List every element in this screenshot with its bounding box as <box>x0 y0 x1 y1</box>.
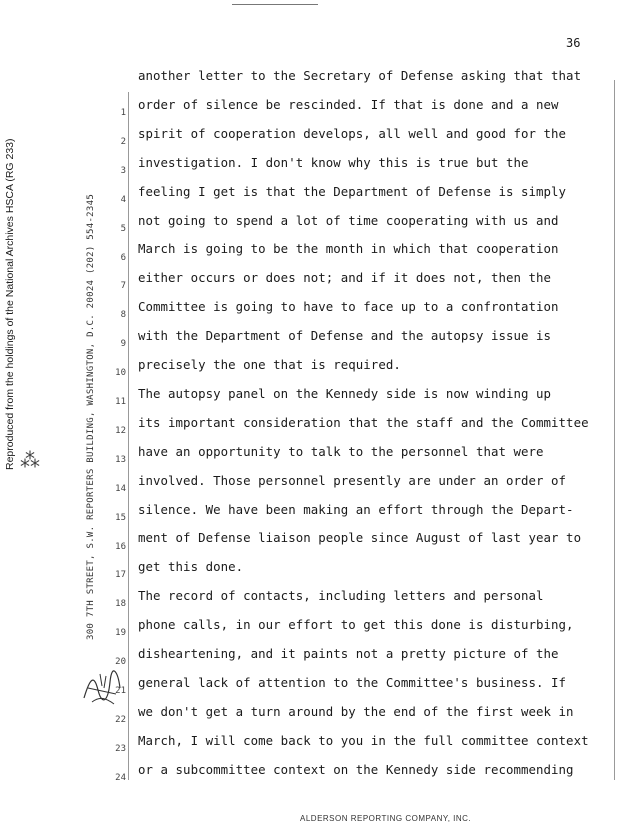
transcript-line: investigation. I don't know why this is true but the <box>138 154 529 170</box>
transcript-line: either occurs or does not; and if it does not, then the <box>138 270 552 286</box>
transcript-line: disheartening, and it paints not a pretty picture of the <box>138 646 559 661</box>
transcript-line: with the Department of Defense and the autopsy issue is <box>138 328 552 344</box>
right-margin-rule <box>614 80 615 780</box>
line-number: 20 <box>115 657 126 668</box>
transcript-line: get this done. <box>138 559 244 575</box>
line-number: 6 <box>120 252 126 263</box>
transcript-line: its important consideration that the staff and the Committee <box>138 414 589 430</box>
line-number: 13 <box>115 454 126 465</box>
transcript-line: phone calls, in our effort to get this done is disturbing, <box>138 617 574 633</box>
transcript-line: precisely the one that is required. <box>138 357 401 372</box>
transcript-line: another letter to the Secretary of Defense asking that that <box>138 68 582 83</box>
line-number: 1 <box>120 108 126 118</box>
line-number: 2 <box>120 136 126 147</box>
line-number: 10 <box>115 368 126 379</box>
reporting-company-footer: ALDERSON REPORTING COMPANY, INC. <box>300 814 472 823</box>
transcript-line: The autopsy panel on the Kennedy side is now winding up <box>138 385 552 401</box>
transcript-line: general lack of attention to the Committee's business. If <box>138 674 567 690</box>
line-number: 24 <box>115 772 126 783</box>
line-number: 14 <box>115 483 126 494</box>
address-strip: 300 7TH STREET, S.W. REPORTERS BUILDING, WASHINGTON, D.C. 20024 (202) 554-2345 <box>86 193 96 640</box>
transcript-line: Committee is going to have to face up to a confrontation <box>138 299 559 315</box>
transcript-line: ment of Defense liaison people since August of last year to <box>138 530 582 546</box>
transcript-line: The record of contacts, including letters and personal <box>138 588 544 604</box>
transcript-line: not going to spend a lot of time cooperating with us and <box>138 212 559 228</box>
archives-stamp-icon: ⁂ <box>20 448 40 472</box>
top-rule <box>232 4 318 5</box>
transcript-line: March, I will come back to you in the full committee context <box>138 732 589 748</box>
line-number: 21 <box>115 686 126 696</box>
line-number: 9 <box>120 339 126 350</box>
page-number: 36 <box>566 36 581 50</box>
line-number: 17 <box>115 570 126 581</box>
line-number: 5 <box>120 223 126 234</box>
line-number: 11 <box>115 397 126 407</box>
line-number: 16 <box>115 541 126 552</box>
line-number: 15 <box>115 512 126 523</box>
transcript-line: feeling I get is that the Department of Defense is simply <box>138 183 567 199</box>
line-number: 22 <box>115 714 126 725</box>
line-number: 19 <box>115 628 126 639</box>
transcript-line: or a subcommittee context on the Kennedy side recommending <box>138 761 574 777</box>
transcript-line: involved. Those personnel presently are under an order of <box>138 472 567 488</box>
transcript-line: order of silence be rescinded. If that is done and a new <box>138 96 559 112</box>
left-margin-rule <box>128 92 129 780</box>
transcript-line: spirit of cooperation develops, all well and good for the <box>138 125 567 141</box>
transcript-line: silence. We have been making an effort through the Depart- <box>138 501 574 517</box>
line-number: 23 <box>115 743 126 754</box>
line-number: 18 <box>115 599 126 610</box>
line-number: 4 <box>120 194 126 205</box>
transcript-line: March is going to be the month in which that cooperation <box>138 241 559 257</box>
line-number: 7 <box>120 281 126 292</box>
archives-side-note: Reproduced from the holdings of the National Archives HSCA (RG 233) <box>4 138 16 470</box>
line-number: 8 <box>120 310 126 321</box>
line-number: 12 <box>115 425 126 436</box>
transcript-line: have an opportunity to talk to the personnel that were <box>138 443 544 459</box>
line-number: 3 <box>120 165 126 176</box>
transcript-line: we don't get a turn around by the end of the first week in <box>138 703 574 719</box>
